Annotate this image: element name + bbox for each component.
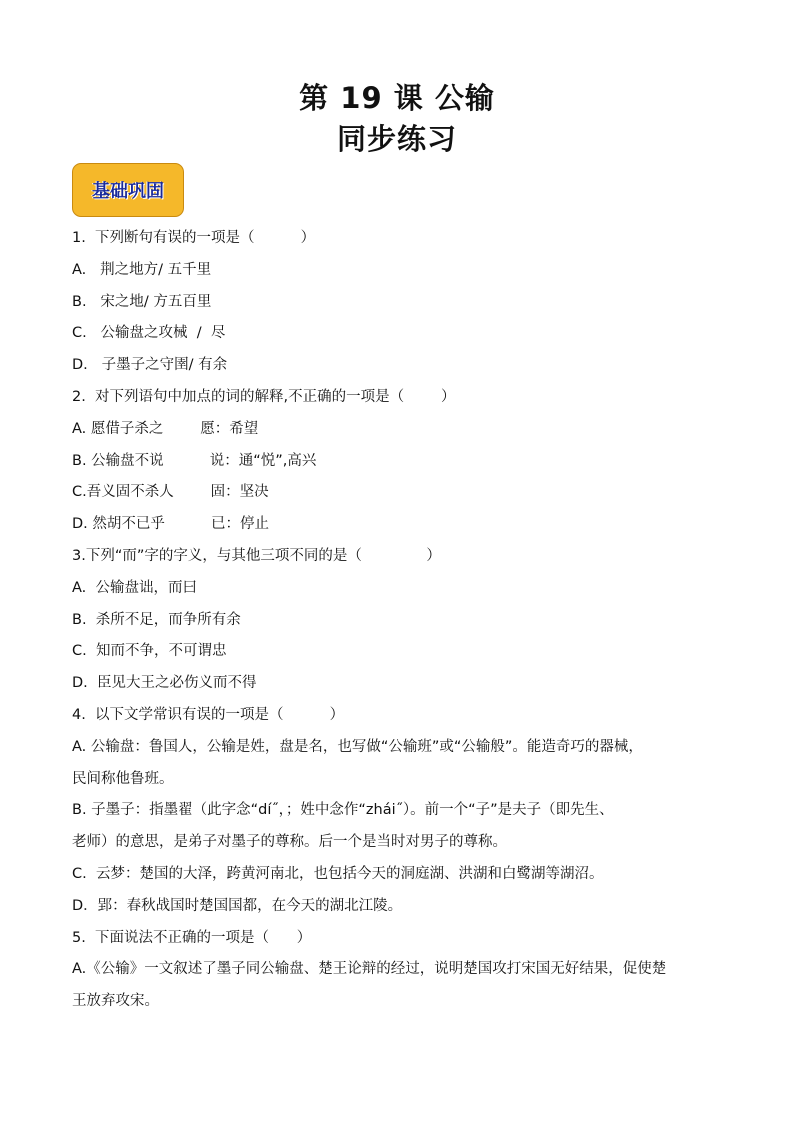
question-4-option-a-line2: 民间称他鲁班。 (72, 771, 174, 787)
question-2-option-c: C.吾义固不杀人 固：坚决 (72, 484, 269, 500)
question-2-option-b: B. 公输盘不说 说：通“悦”,高兴 (72, 453, 317, 469)
question-1-option-a: A. 荆之地方/ 五千里 (72, 262, 212, 278)
section-badge-label: 基础巩固 (92, 181, 164, 202)
question-4-option-c: C. 云梦：楚国的大泽，跨黄河南北，也包括今天的洞庭湖、洪湖和白鹭湖等湖沼。 (72, 866, 604, 882)
question-3-option-a: A. 公输盘诎，而曰 (72, 580, 197, 596)
question-5-option-a-line2: 王放弃攻宋。 (72, 993, 159, 1009)
question-4-option-b-line1: B. 子墨子：指墨翟（此字念“dí˝，；姓中念作“zhái˝）。前一个“子”是夫子（即先生、 (72, 802, 614, 818)
question-4-option-d: D．郢：春秋战国时楚国国都，在今天的湖北江陵。 (72, 898, 403, 914)
question-5-stem: 5. 下面说法不正确的一项是（ ） (72, 930, 312, 946)
question-1-option-c: C. 公输盘之攻械 / 尽 (72, 325, 226, 341)
question-3-option-c: C. 知而不争，不可谓忠 (72, 643, 227, 659)
lesson-title: 第 19 课 公输 (299, 81, 495, 115)
question-4-option-a-line1: A. 公输盘：鲁国人，公输是姓，盘是名，也写做“公输班”或“公输般”。能造奇巧的器械， (72, 739, 643, 755)
lesson-subtitle: 同步练习 (336, 122, 457, 156)
question-1-option-b: B. 宋之地/ 方五百里 (72, 294, 212, 310)
question-4-option-b-line2: 老师）的意思，是弟子对墨子的尊称。后一个是当时对男子的尊称。 (72, 834, 507, 850)
question-2-stem: 2. 对下列语句中加点的词的解释,不正确的一项是（ ） (72, 389, 456, 405)
section-badge (72, 163, 184, 217)
question-2-option-a: A. 愿借子杀之 愿：希望 (72, 421, 259, 437)
question-3-option-b: B. 杀所不足，而争所有余 (72, 612, 241, 628)
question-3-stem: 3.下列“而”字的字义，与其他三项不同的是（ ） (72, 548, 441, 564)
question-4-stem: 4. 以下文学常识有误的一项是（ ） (72, 707, 345, 723)
question-2-option-d: D. 然胡不已乎 已：停止 (72, 516, 269, 532)
question-1-option-d: D. 子墨子之守圉/ 有余 (72, 357, 228, 373)
question-5-option-a-line1: A.《公输》一文叙述了墨子同公输盘、楚王论辩的经过，说明楚国攻打宋国无好结果，促使楚 (72, 961, 667, 977)
question-1-stem: 1. 下列断句有误的一项是（ ） (72, 230, 316, 246)
question-3-option-d: D. 臣见大王之必伤义而不得 (72, 675, 257, 691)
